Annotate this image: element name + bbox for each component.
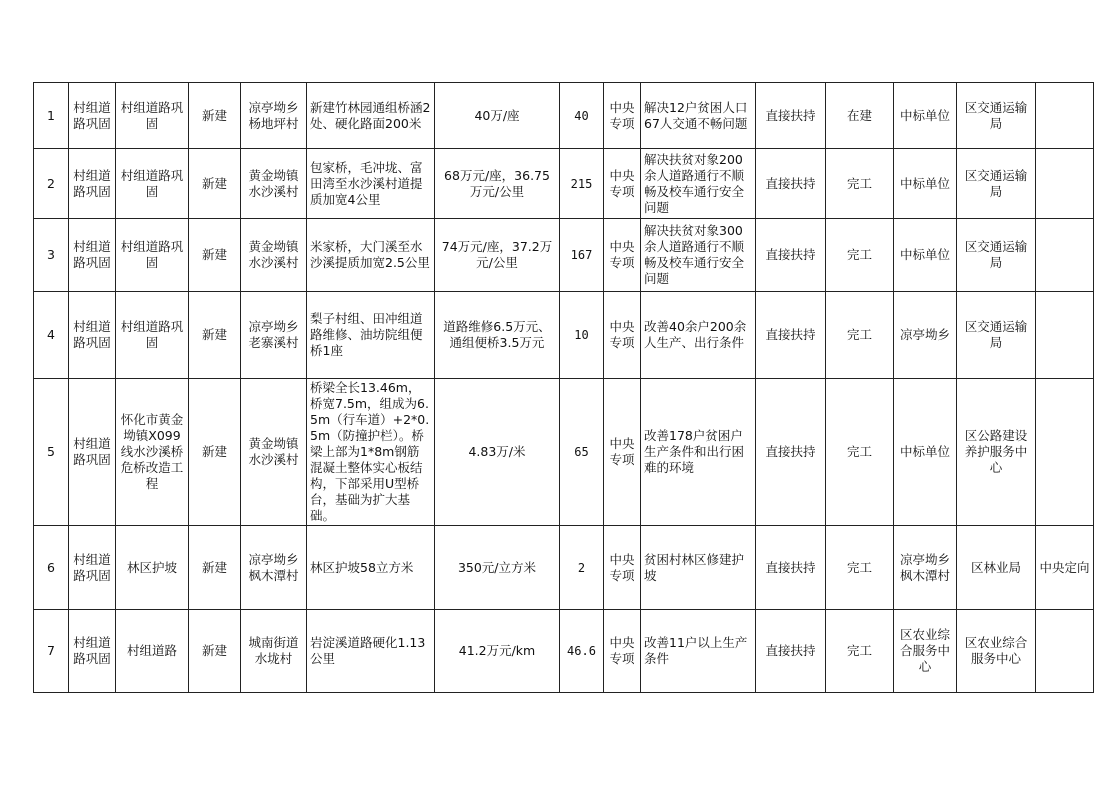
project-name-cell: 村组道路 bbox=[116, 610, 189, 693]
table-row bbox=[34, 219, 1094, 292]
implementer-cell: 凉亭坳乡枫木潭村 bbox=[894, 526, 957, 610]
fund-source-cell: 中央专项 bbox=[604, 379, 641, 526]
table-row bbox=[34, 83, 1094, 149]
note-cell bbox=[1036, 379, 1094, 526]
status-cell: 完工 bbox=[826, 610, 894, 693]
department-cell: 区交通运输局 bbox=[957, 149, 1036, 219]
location-cell: 黄金坳镇水沙溪村 bbox=[241, 219, 307, 292]
department-cell: 区林业局 bbox=[957, 526, 1036, 610]
note-cell: 中央定向 bbox=[1036, 526, 1094, 610]
content-cell: 岩淀溪道路硬化1.13公里 bbox=[307, 610, 435, 693]
project-name-cell: 村组道路巩固 bbox=[116, 292, 189, 379]
amount-cell: 40 bbox=[560, 83, 604, 149]
fund-source-cell: 中央专项 bbox=[604, 149, 641, 219]
table-row bbox=[34, 149, 1094, 219]
status-cell: 完工 bbox=[826, 219, 894, 292]
standard-cell: 41.2万元/km bbox=[435, 610, 560, 693]
project-name-cell: 怀化市黄金坳镇X099线水沙溪桥危桥改造工程 bbox=[116, 379, 189, 526]
location-cell: 凉亭坳乡杨地坪村 bbox=[241, 83, 307, 149]
implementer-cell: 中标单位 bbox=[894, 83, 957, 149]
status-cell: 完工 bbox=[826, 149, 894, 219]
implementer-cell: 中标单位 bbox=[894, 149, 957, 219]
fund-source-cell: 中央专项 bbox=[604, 83, 641, 149]
status-cell: 完工 bbox=[826, 292, 894, 379]
row-number: 4 bbox=[34, 292, 69, 379]
category-cell: 村组道路巩固 bbox=[69, 83, 116, 149]
project-name-cell: 林区护坡 bbox=[116, 526, 189, 610]
category-cell: 村组道路巩固 bbox=[69, 526, 116, 610]
support-mode-cell: 直接扶持 bbox=[756, 610, 826, 693]
support-mode-cell: 直接扶持 bbox=[756, 379, 826, 526]
amount-cell: 2 bbox=[560, 526, 604, 610]
table-row bbox=[34, 610, 1094, 693]
location-cell: 黄金坳镇水沙溪村 bbox=[241, 379, 307, 526]
fund-source-cell: 中央专项 bbox=[604, 292, 641, 379]
department-cell: 区交通运输局 bbox=[957, 83, 1036, 149]
fund-source-cell: 中央专项 bbox=[604, 219, 641, 292]
build-type-cell: 新建 bbox=[189, 219, 241, 292]
content-cell: 新建竹林园通组桥涵2处、硬化路面200米 bbox=[307, 83, 435, 149]
benefit-cell: 改善178户贫困户生产条件和出行困难的环境 bbox=[641, 379, 756, 526]
category-cell: 村组道路巩固 bbox=[69, 292, 116, 379]
benefit-cell: 改善11户以上生产条件 bbox=[641, 610, 756, 693]
support-mode-cell: 直接扶持 bbox=[756, 83, 826, 149]
category-cell: 村组道路巩固 bbox=[69, 610, 116, 693]
department-cell: 区公路建设养护服务中心 bbox=[957, 379, 1036, 526]
build-type-cell: 新建 bbox=[189, 610, 241, 693]
row-number: 5 bbox=[34, 379, 69, 526]
status-cell: 完工 bbox=[826, 526, 894, 610]
content-cell: 米家桥，大门溪至水沙溪提质加宽2.5公里 bbox=[307, 219, 435, 292]
support-mode-cell: 直接扶持 bbox=[756, 149, 826, 219]
row-number: 2 bbox=[34, 149, 69, 219]
benefit-cell: 改善40余户200余人生产、出行条件 bbox=[641, 292, 756, 379]
location-cell: 凉亭坳乡枫木潭村 bbox=[241, 526, 307, 610]
department-cell: 区交通运输局 bbox=[957, 292, 1036, 379]
support-mode-cell: 直接扶持 bbox=[756, 219, 826, 292]
category-cell: 村组道路巩固 bbox=[69, 379, 116, 526]
table-row bbox=[34, 292, 1094, 379]
category-cell: 村组道路巩固 bbox=[69, 219, 116, 292]
amount-cell: 167 bbox=[560, 219, 604, 292]
note-cell bbox=[1036, 83, 1094, 149]
project-name-cell: 村组道路巩固 bbox=[116, 83, 189, 149]
build-type-cell: 新建 bbox=[189, 292, 241, 379]
standard-cell: 道路维修6.5万元、通组便桥3.5万元 bbox=[435, 292, 560, 379]
location-cell: 黄金坳镇水沙溪村 bbox=[241, 149, 307, 219]
note-cell bbox=[1036, 610, 1094, 693]
note-cell bbox=[1036, 219, 1094, 292]
implementer-cell: 凉亭坳乡 bbox=[894, 292, 957, 379]
row-number: 7 bbox=[34, 610, 69, 693]
build-type-cell: 新建 bbox=[189, 83, 241, 149]
fund-source-cell: 中央专项 bbox=[604, 526, 641, 610]
project-name-cell: 村组道路巩固 bbox=[116, 219, 189, 292]
implementer-cell: 中标单位 bbox=[894, 219, 957, 292]
department-cell: 区农业综合服务中心 bbox=[957, 610, 1036, 693]
support-mode-cell: 直接扶持 bbox=[756, 526, 826, 610]
row-number: 1 bbox=[34, 83, 69, 149]
benefit-cell: 贫困村林区修建护坡 bbox=[641, 526, 756, 610]
amount-cell: 215 bbox=[560, 149, 604, 219]
benefit-cell: 解决扶贫对象200余人道路通行不顺畅及校车通行安全问题 bbox=[641, 149, 756, 219]
fund-source-cell: 中央专项 bbox=[604, 610, 641, 693]
content-cell: 包家桥，毛冲垅、富田湾至水沙溪村道提质加宽4公里 bbox=[307, 149, 435, 219]
amount-cell: 10 bbox=[560, 292, 604, 379]
content-cell: 林区护坡58立方米 bbox=[307, 526, 435, 610]
standard-cell: 350元/立方米 bbox=[435, 526, 560, 610]
status-cell: 在建 bbox=[826, 83, 894, 149]
note-cell bbox=[1036, 292, 1094, 379]
category-cell: 村组道路巩固 bbox=[69, 149, 116, 219]
table-row bbox=[34, 526, 1094, 610]
row-number: 6 bbox=[34, 526, 69, 610]
project-name-cell: 村组道路巩固 bbox=[116, 149, 189, 219]
benefit-cell: 解决12户贫困人口67人交通不畅问题 bbox=[641, 83, 756, 149]
benefit-cell: 解决扶贫对象300余人道路通行不顺畅及校车通行安全问题 bbox=[641, 219, 756, 292]
build-type-cell: 新建 bbox=[189, 379, 241, 526]
standard-cell: 68万元/座，36.75万元/公里 bbox=[435, 149, 560, 219]
department-cell: 区交通运输局 bbox=[957, 219, 1036, 292]
amount-cell: 65 bbox=[560, 379, 604, 526]
row-number: 3 bbox=[34, 219, 69, 292]
content-cell: 梨子村组、田冲组道路维修、油坊院组便桥1座 bbox=[307, 292, 435, 379]
support-mode-cell: 直接扶持 bbox=[756, 292, 826, 379]
build-type-cell: 新建 bbox=[189, 526, 241, 610]
implementer-cell: 区农业综合服务中心 bbox=[894, 610, 957, 693]
status-cell: 完工 bbox=[826, 379, 894, 526]
location-cell: 城南街道水垅村 bbox=[241, 610, 307, 693]
standard-cell: 40万/座 bbox=[435, 83, 560, 149]
project-table bbox=[33, 82, 1094, 693]
table-row bbox=[34, 379, 1094, 526]
implementer-cell: 中标单位 bbox=[894, 379, 957, 526]
location-cell: 凉亭坳乡老寨溪村 bbox=[241, 292, 307, 379]
standard-cell: 4.83万/米 bbox=[435, 379, 560, 526]
standard-cell: 74万元/座，37.2万元/公里 bbox=[435, 219, 560, 292]
build-type-cell: 新建 bbox=[189, 149, 241, 219]
content-cell: 桥梁全长13.46m，桥宽7.5m，组成为6.5m（行车道）+2*0.5m（防撞护栏）。桥梁上部为1*8m钢筋混凝土整体实心板结构，下部采用U型桥台，基础为扩大基础。 bbox=[307, 379, 435, 526]
note-cell bbox=[1036, 149, 1094, 219]
amount-cell: 46.6 bbox=[560, 610, 604, 693]
